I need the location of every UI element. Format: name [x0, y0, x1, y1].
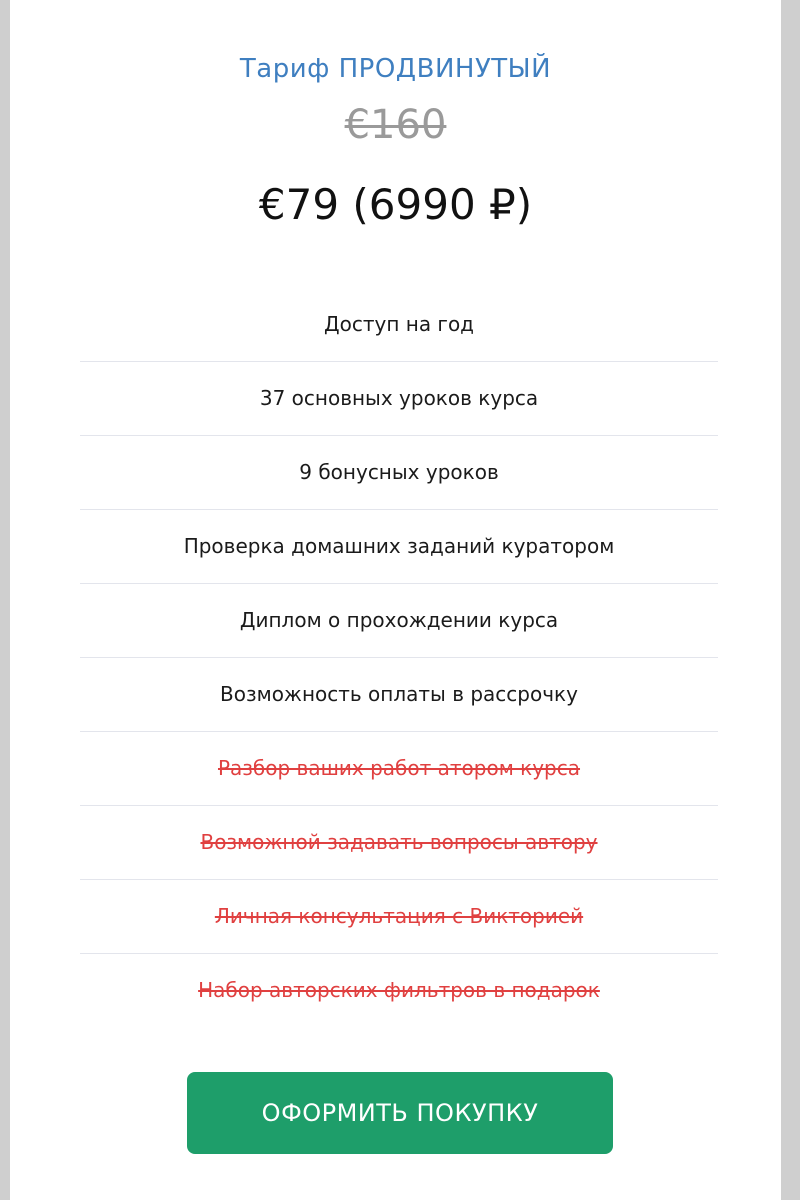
- feature-item: Проверка домашних заданий куратором: [80, 510, 718, 584]
- feature-item: Доступ на год: [80, 288, 718, 362]
- old-price: €160: [344, 102, 447, 148]
- feature-item: Возможность оплаты в рассрочку: [80, 658, 718, 732]
- feature-item-excluded: Личная консультация с Викторией: [80, 880, 718, 954]
- feature-item-excluded: Возможной задавать вопросы автору: [80, 806, 718, 880]
- feature-list: [80, 288, 718, 1027]
- pricing-card: [10, 0, 781, 1200]
- buy-button[interactable]: ОФОРМИТЬ ПОКУПКУ: [187, 1072, 613, 1154]
- current-price: €79 (6990 ₽): [258, 180, 533, 229]
- feature-item: 37 основных уроков курса: [80, 362, 718, 436]
- feature-item: 9 бонусных уроков: [80, 436, 718, 510]
- tariff-title: Тариф ПРОДВИНУТЫЙ: [239, 54, 552, 84]
- feature-item-excluded: Разбор ваших работ атором курса: [80, 732, 718, 806]
- feature-item-excluded: Набор авторских фильтров в подарок: [198, 978, 600, 1002]
- feature-item: Диплом о прохождении курса: [80, 584, 718, 658]
